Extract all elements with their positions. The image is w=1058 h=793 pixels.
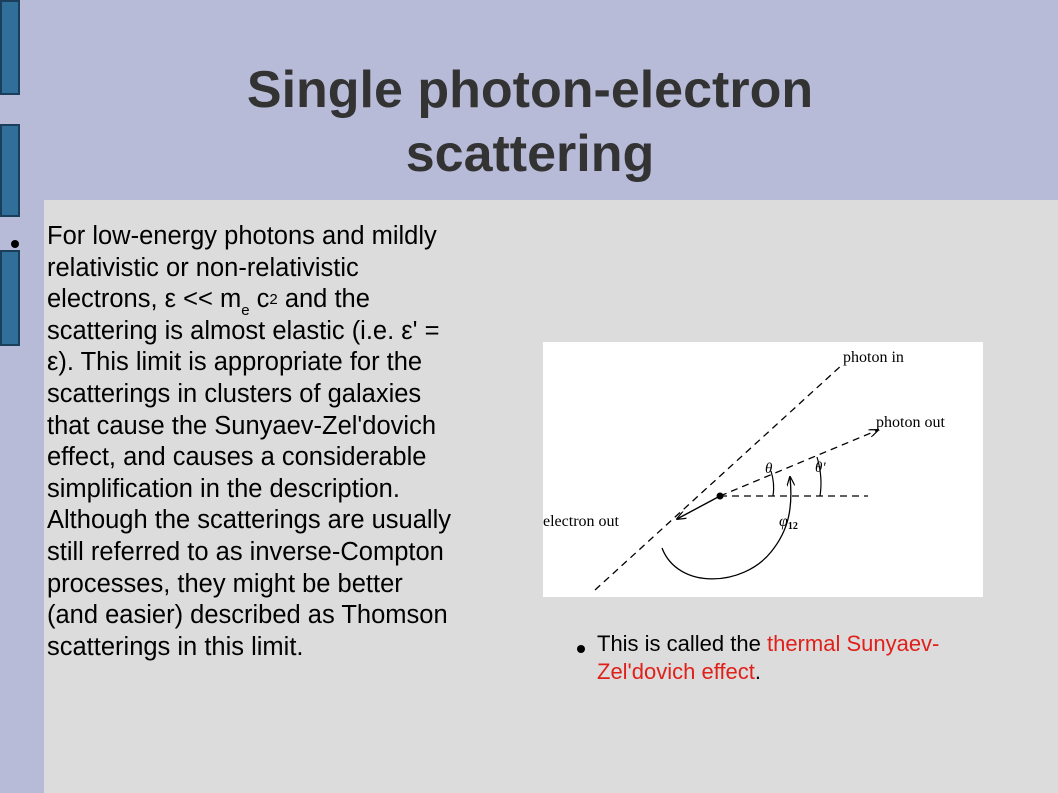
slide-title bbox=[130, 58, 930, 186]
note-text bbox=[597, 630, 939, 686]
left-decor-bar-3 bbox=[0, 250, 20, 346]
note-highlight-1: thermal Sunyaev- bbox=[766, 631, 940, 656]
electron-dot bbox=[717, 493, 724, 500]
body-line: simplification in the description. bbox=[47, 474, 400, 503]
phi12-arc bbox=[662, 477, 791, 579]
note-prefix: This is called the bbox=[597, 631, 767, 656]
body-line: c bbox=[249, 285, 270, 314]
body-line: scattering is almost elastic (i.e. ε' = bbox=[47, 316, 440, 345]
subscript-e: e bbox=[241, 302, 250, 320]
photon-in-label: photon in bbox=[843, 349, 904, 366]
body-line: effect, and causes a considerable bbox=[47, 443, 427, 472]
body-line: For low-energy photons and mildly bbox=[47, 222, 437, 250]
electron-out-arrow bbox=[677, 496, 720, 519]
body-line: and the bbox=[277, 285, 370, 314]
left-decor-bar-2 bbox=[0, 124, 20, 217]
body-line: scatterings in this limit. bbox=[47, 632, 304, 661]
title-line-2: scattering bbox=[405, 125, 655, 183]
body-line: Although the scatterings are usually bbox=[47, 506, 451, 535]
body-line: scatterings in clusters of galaxies bbox=[47, 379, 422, 408]
body-line: still referred to as inverse-Compton bbox=[47, 537, 444, 566]
photon-out-label: photon out bbox=[876, 414, 945, 431]
electron-out-label: electron out bbox=[543, 513, 619, 530]
body-line: that cause the Sunyaev-Zel'dovich bbox=[47, 411, 437, 440]
bullet-dot-note bbox=[577, 645, 585, 653]
scattering-diagram bbox=[543, 342, 983, 597]
note-highlight-2: Zel'dovich effect bbox=[597, 659, 755, 684]
body-line: (and easier) described as Thomson bbox=[47, 601, 448, 630]
main-paragraph bbox=[47, 221, 547, 663]
scattering-diagram-svg bbox=[543, 342, 983, 597]
note-suffix: . bbox=[754, 659, 762, 684]
body-line: relativistic or non-relativistic bbox=[47, 253, 359, 282]
theta-prime-label: θ′ bbox=[815, 460, 826, 476]
title-line-1: Single photon-electron bbox=[246, 61, 814, 119]
left-decor-bar-1 bbox=[0, 0, 20, 95]
photon-in-line bbox=[595, 364, 843, 590]
body-line: processes, they might be better bbox=[47, 569, 403, 598]
photon-out-line bbox=[720, 430, 878, 496]
body-line: electrons, ε << m bbox=[47, 285, 242, 314]
superscript-2: 2 bbox=[269, 291, 278, 309]
theta-label: θ bbox=[765, 461, 773, 477]
bullet-dot-main bbox=[11, 240, 19, 248]
body-line: ε). This limit is appropriate for the bbox=[47, 348, 423, 377]
phi-subscript: 12 bbox=[787, 521, 798, 532]
phi-symbol: φ bbox=[779, 513, 788, 530]
